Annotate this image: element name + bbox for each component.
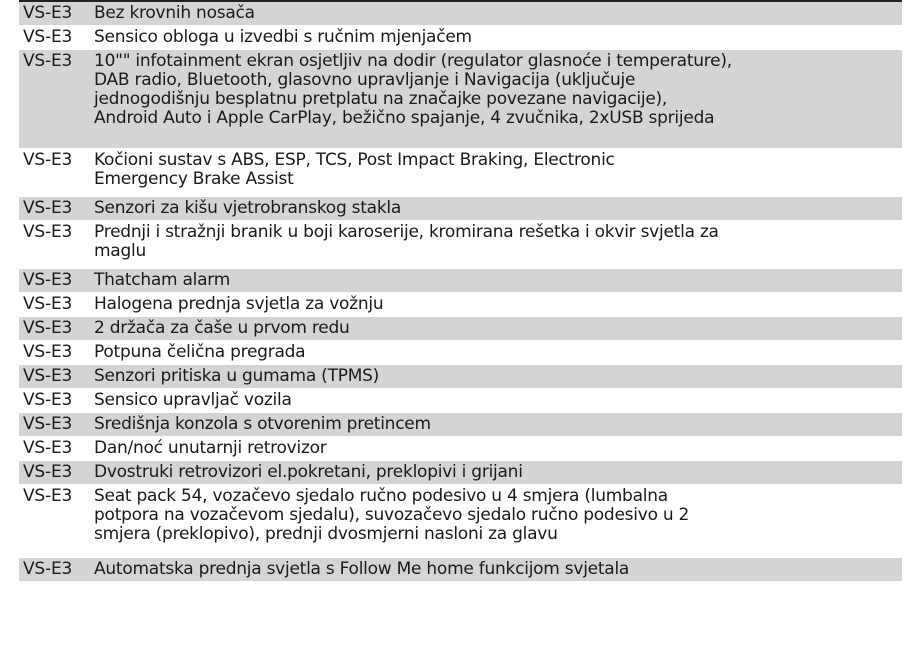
spec-code: VS-E3 bbox=[23, 222, 73, 242]
spec-description: Kočioni sustav s ABS, ESP, TCS, Post Impact Braking, Electronic Emergency Brake Assist bbox=[94, 150, 615, 189]
spec-description: Dan/noć unutarnji retrovizor bbox=[94, 438, 327, 458]
spec-description: Prednji i stražnji branik u boji karoserije, kromirana rešetka i okvir svjetla za maglu bbox=[94, 222, 719, 261]
spec-code: VS-E3 bbox=[23, 462, 73, 482]
spec-row bbox=[19, 365, 902, 389]
spec-code: VS-E3 bbox=[23, 270, 73, 290]
spec-code: VS-E3 bbox=[23, 390, 73, 410]
spec-row bbox=[19, 149, 902, 197]
spec-description: Sensico upravljač vozila bbox=[94, 390, 292, 410]
spec-code: VS-E3 bbox=[23, 198, 73, 218]
spec-description: Halogena prednja svjetla za vožnju bbox=[94, 294, 384, 314]
spec-description: 2 držača za čaše u prvom redu bbox=[94, 318, 350, 338]
spec-row bbox=[19, 2, 902, 26]
spec-row bbox=[19, 341, 902, 365]
spec-row bbox=[19, 317, 902, 341]
spec-description: Automatska prednja svjetla s Follow Me home funkcijom svjetala bbox=[94, 559, 630, 579]
spec-code: VS-E3 bbox=[23, 51, 73, 71]
spec-row bbox=[19, 413, 902, 437]
spec-row bbox=[19, 197, 902, 221]
spec-code: VS-E3 bbox=[23, 486, 73, 506]
spec-code: VS-E3 bbox=[23, 438, 73, 458]
spec-row bbox=[19, 485, 902, 558]
spec-row bbox=[19, 389, 902, 413]
spec-code: VS-E3 bbox=[23, 150, 73, 170]
spec-code: VS-E3 bbox=[23, 294, 73, 314]
spec-row bbox=[19, 26, 902, 50]
spec-row bbox=[19, 461, 902, 485]
equipment-spec-table bbox=[19, 0, 902, 582]
spec-row bbox=[19, 558, 902, 582]
spec-description: Senzori pritiska u gumama (TPMS) bbox=[94, 366, 380, 386]
spec-description: Dvostruki retrovizori el.pokretani, preklopivi i grijani bbox=[94, 462, 523, 482]
spec-description: Thatcham alarm bbox=[94, 270, 231, 290]
spec-code: VS-E3 bbox=[23, 27, 73, 47]
spec-code: VS-E3 bbox=[23, 559, 73, 579]
spec-row bbox=[19, 221, 902, 269]
spec-description: Potpuna čelična pregrada bbox=[94, 342, 306, 362]
spec-code: VS-E3 bbox=[23, 318, 73, 338]
spec-row bbox=[19, 437, 902, 461]
spec-row bbox=[19, 269, 902, 293]
spec-row bbox=[19, 293, 902, 317]
spec-description: Središnja konzola s otvorenim pretincem bbox=[94, 414, 431, 434]
spec-row bbox=[19, 50, 902, 149]
spec-description: 10"" infotainment ekran osjetljiv na dodir (regulator glasnoće i temperature), DAB radio, Bluetooth, glasovno upravljanje i Navigacija (uključuje jednogodišnju besplatnu pretplatu na značajke povezane navigacije), Android Auto i Apple CarPlay, bežično spajanje, 4 zvučnika, 2xUSB sprijeda bbox=[94, 51, 732, 128]
spec-description: Senzori za kišu vjetrobranskog stakla bbox=[94, 198, 402, 218]
spec-code: VS-E3 bbox=[23, 414, 73, 434]
spec-code: VS-E3 bbox=[23, 366, 73, 386]
spec-description: Seat pack 54, vozačevo sjedalo ručno podesivo u 4 smjera (lumbalna potpora na vozačevom sjedalu), suvozačevo sjedalo ručno podesivo u 2 smjera (preklopivo), prednji dvosmjerni nasloni za glavu bbox=[94, 486, 690, 544]
spec-description: Bez krovnih nosača bbox=[94, 3, 255, 23]
spec-code: VS-E3 bbox=[23, 3, 73, 23]
spec-description: Sensico obloga u izvedbi s ručnim mjenjačem bbox=[94, 27, 472, 47]
spec-code: VS-E3 bbox=[23, 342, 73, 362]
